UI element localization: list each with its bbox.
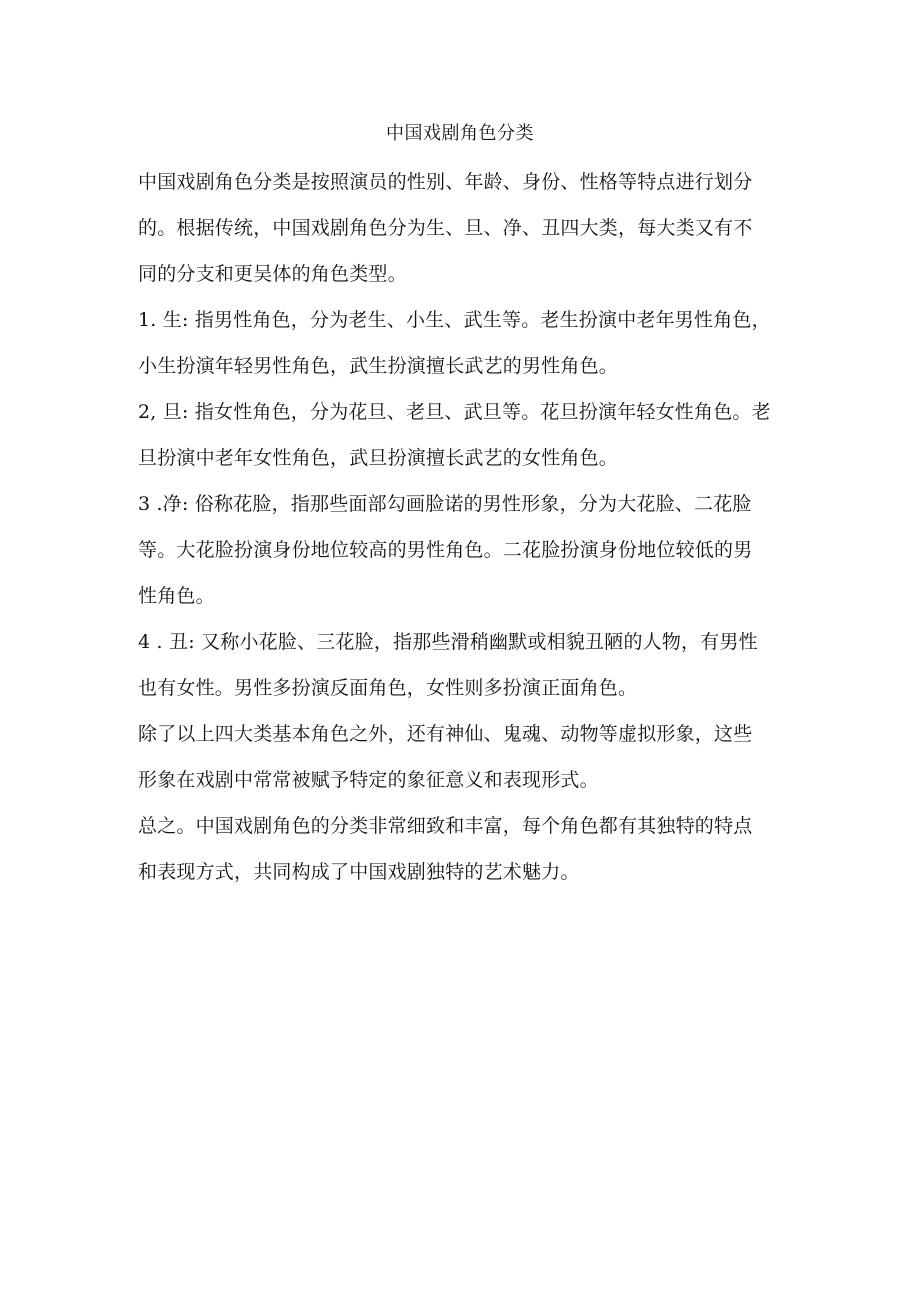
paragraph-line: 3 .净: 俗称花脸，指那些面部勾画脸诺的男性形象，分为大花脸、二花脸 — [138, 493, 752, 515]
paragraph-conclusion — [138, 803, 798, 895]
document-body — [138, 159, 798, 895]
paragraph-line: 2, 旦: 指女性角色，分为花旦、老旦、武旦等。花旦扮演年轻女性角色。老 — [138, 401, 771, 423]
paragraph-dan — [138, 389, 798, 481]
paragraph-line: 小生扮演年轻男性角色，武生扮演擅长武艺的男性角色。 — [138, 355, 619, 377]
paragraph-sheng — [138, 297, 798, 389]
document-title: 中国戏剧角色分类 — [386, 123, 534, 144]
paragraph-line: 旦扮演中老年女性角色，武旦扮演擅长武艺的女性角色。 — [138, 447, 619, 469]
paragraph-line: 等。大花脸扮演身份地位较高的男性角色。二花脸扮演身份地位较低的男 — [138, 539, 753, 561]
paragraph-line: 4 . 丑: 又称小花脸、三花脸，指那些滑稍幽默或相貌丑陋的人物，有男性 — [138, 631, 758, 653]
paragraph-line: 中国戏剧角色分类是按照演员的性别、年龄、身份、性格等特点进行划分 — [138, 171, 753, 193]
paragraph-line: 除了以上四大类基本角色之外，还有神仙、鬼魂、动物等虚拟形象，这些 — [138, 723, 753, 745]
paragraph-line: 总之。中国戏剧角色的分类非常细致和丰富，每个角色都有其独特的特点 — [138, 815, 753, 837]
paragraph-other-roles — [138, 711, 798, 803]
paragraph-line: 同的分支和更吴体的角色类型。 — [138, 263, 407, 285]
paragraph-line: 和表现方式，共同构成了中国戏剧独特的艺术魅力。 — [138, 861, 580, 883]
paragraph-jing — [138, 481, 798, 619]
paragraph-line: 也有女性。男性多扮演反面角色，女性则多扮演正面角色。 — [138, 677, 638, 699]
paragraph-line: 1. 生: 指男性角色，分为老生、小生、武生等。老生扮演中老年男性角色， — [138, 309, 771, 331]
paragraph-intro — [138, 159, 798, 297]
paragraph-chou — [138, 619, 798, 711]
paragraph-line: 的。根据传统，中国戏剧角色分为生、旦、净、丑四大类，每大类又有不 — [138, 217, 753, 239]
paragraph-line: 性角色。 — [138, 585, 215, 607]
paragraph-line: 形象在戏剧中常常被赋予特定的象征意义和表现形式。 — [138, 769, 599, 791]
